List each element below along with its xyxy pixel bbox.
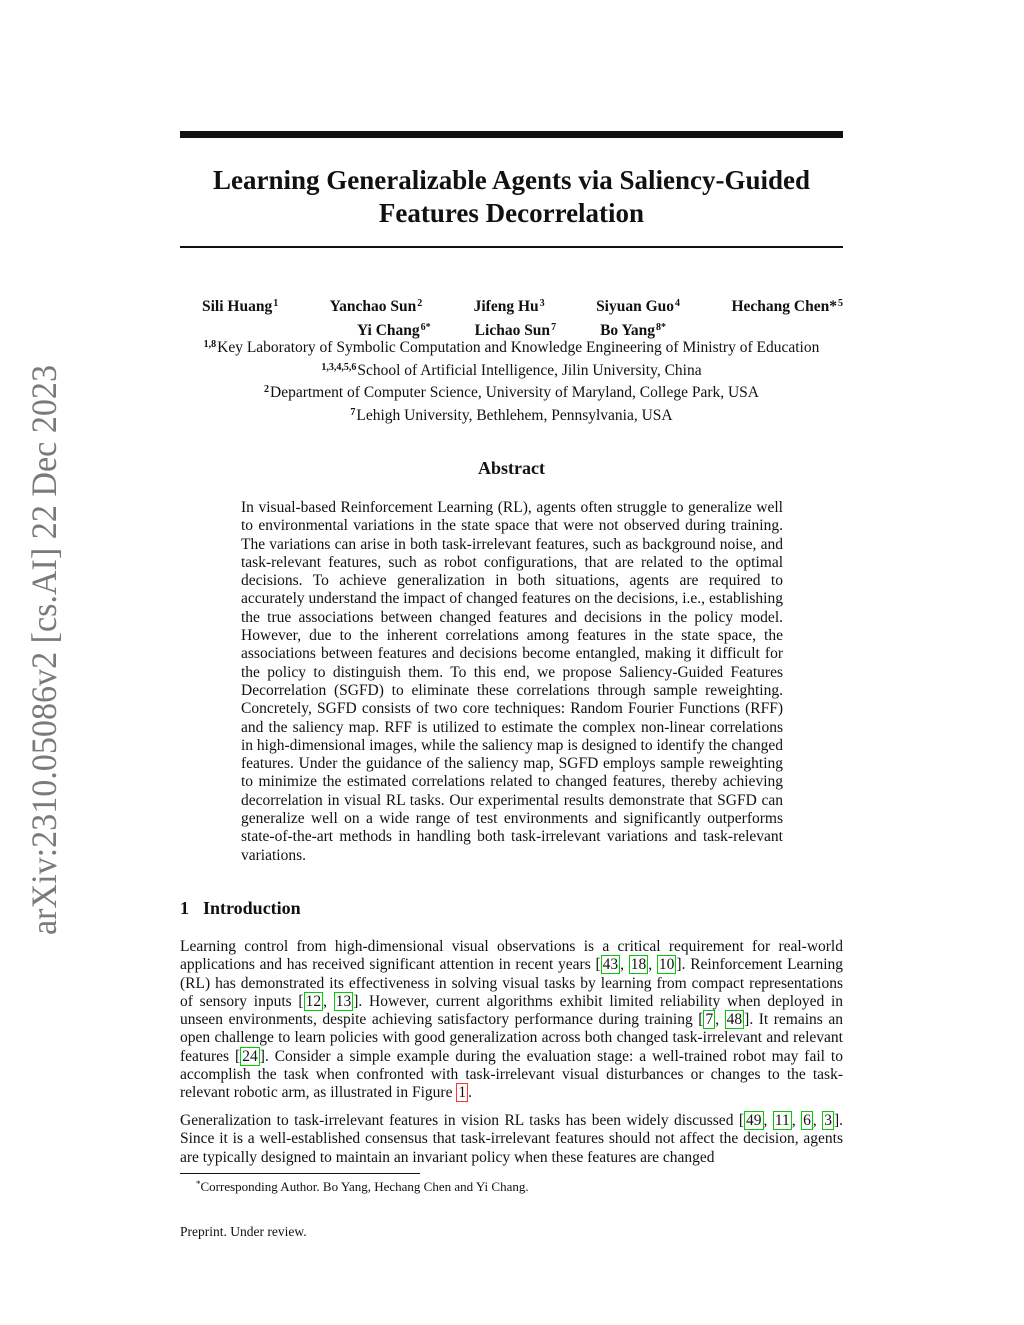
author: Yanchao Sun$^2$ xyxy=(329,298,423,315)
intro-paragraph-1: Learning control from high-dimensional visual observations is a critical requirement for real-world applications and has received significant attention in recent years [ 43 , 18 , 10 ]. Reinforcement Learning (RL) has demonstrated its effectiveness in solving visual tasks by learning from compact representations of sensory inputs [ 12 , 13 ]. However, current algorithms exhibit limited reliability when deployed in unseen environments, despite achieving satisfactory performance during training [ 7 , 48 ]. It remains an open challenge to learn policies with good generalization across both changed task-irrelevant and relevant features [ 24 ]. Consider a simple example during the evaluation stage: a well-trained robot may fail to accomplish the task when confronted with task-irrelevant visual disturbances or changes to the task-relevant robotic arm, as illustrated in Figure 1 . xyxy=(180,938,844,1102)
section-title: Introduction xyxy=(203,898,301,918)
author: Sili Huang$^1$ xyxy=(202,298,279,315)
citation-link[interactable]: 6 xyxy=(803,1112,811,1129)
citation-link[interactable]: 11 xyxy=(774,1112,790,1129)
citation-link[interactable]: 43 xyxy=(602,956,619,974)
author: Bo Yang$^{8*}$ xyxy=(600,322,667,339)
section-number: 1 xyxy=(180,898,189,918)
author: Yi Chang$^{6*}$ xyxy=(356,322,431,339)
citation-link[interactable]: 3 xyxy=(824,1112,832,1129)
citation-link[interactable]: 24 xyxy=(242,1047,258,1065)
section-heading xyxy=(180,898,301,919)
footnote-mark: * xyxy=(196,1179,201,1189)
affiliations xyxy=(150,335,873,425)
citation-link[interactable]: 18 xyxy=(630,956,647,974)
abstract-heading: Abstract xyxy=(478,458,545,478)
author: Hechang Chen*$^5$ xyxy=(731,298,843,315)
paper-title: Learning Generalizable Agents via Saliency-Guided Features Decorrelation xyxy=(212,165,810,228)
footnote-rule xyxy=(180,1173,420,1174)
author-block xyxy=(180,293,843,341)
preprint-note: Preprint. Under review. xyxy=(180,1224,307,1239)
title-rule-top xyxy=(180,131,843,138)
citation-link[interactable]: 48 xyxy=(726,1011,743,1029)
author: Lichao Sun$^7$ xyxy=(474,322,557,339)
author-row-1 xyxy=(180,293,843,317)
citation-link[interactable]: 13 xyxy=(335,992,352,1010)
affiliation: $^{1,3,4,5,6}$School of Artificial Intelligence, Jilin University, China xyxy=(321,361,702,379)
author: Jifeng Hu$^3$ xyxy=(473,298,545,315)
intro-paragraph-2: Generalization to task-irrelevant features in vision RL tasks has been widely discussed [ 49 , 11 , 6 , 3 ]. Since it is a well-established consensus that task-irrelevant features should not affect the decision, agents are typically designed to maintain an invariant policy when these features are changed xyxy=(180,1112,844,1166)
citation-link[interactable]: 7 xyxy=(705,1011,714,1029)
citation-link[interactable]: 49 xyxy=(746,1112,762,1129)
citation-link[interactable]: 12 xyxy=(305,992,322,1010)
arxiv-id-text: arXiv:2310.05086v2 [cs.AI] 22 Dec 2023 xyxy=(24,362,64,935)
footnote: *Corresponding Author. Bo Yang, Hechang Chen and Yi Chang. xyxy=(196,1179,529,1194)
citation-link[interactable]: 10 xyxy=(658,956,675,974)
arxiv-stamp xyxy=(8,362,78,938)
abstract-body: In visual-based Reinforcement Learning (RL), agents often struggle to generalize well to environmental variations in the state space that were not observed during training. The variations can arise in both task-irrelevant features, such as background noise, and task-relevant features, such as robot configurations, that are related to the optimal decisions. To achieve generalization in both situations, agents are required to accurately understand the impact of changed features on the decisions, i.e., establishing the true associations between changed features and decisions in the policy model. However, due to the inherent correlations among features in the state space, the associations between features and decisions become entangled, making it difficult for the policy to distinguish them. To this end, we propose Saliency-Guided Features Decorrelation (SGFD) to eliminate these correlations through sample reweighting. Concretely, SGFD consists of two core techniques: Random Fourier Functions (RFF) and the saliency map. RFF is utilized to estimate the complex non-linear correlations in high-dimensional images, while the saliency map is designed to identify the changed features. Under the guidance of the saliency map, SGFD employs sample reweighting to minimize the estimated correlations related to changed features, thereby achieving decorrelation in visual RL tasks. Our experimental results demonstrate that SGFD can generalize well on a wide range of test environments and significantly outperforms state-of-the-art methods in handling both task-irrelevant variations and task-relevant variations. xyxy=(241,499,783,864)
affiliation: $^{1,8}$Key Laboratory of Symbolic Computation and Knowledge Engineering of Ministry of Education xyxy=(203,339,820,356)
title-rule-bottom xyxy=(180,246,843,248)
affiliation: $^7$Lehigh University, Bethlehem, Pennsylvania, USA xyxy=(350,406,673,424)
author: Siyuan Guo$^4$ xyxy=(596,298,681,315)
affiliation: $^2$Department of Computer Science, University of Maryland, College Park, USA xyxy=(264,384,759,401)
figure-ref-link[interactable]: 1 xyxy=(458,1084,467,1102)
